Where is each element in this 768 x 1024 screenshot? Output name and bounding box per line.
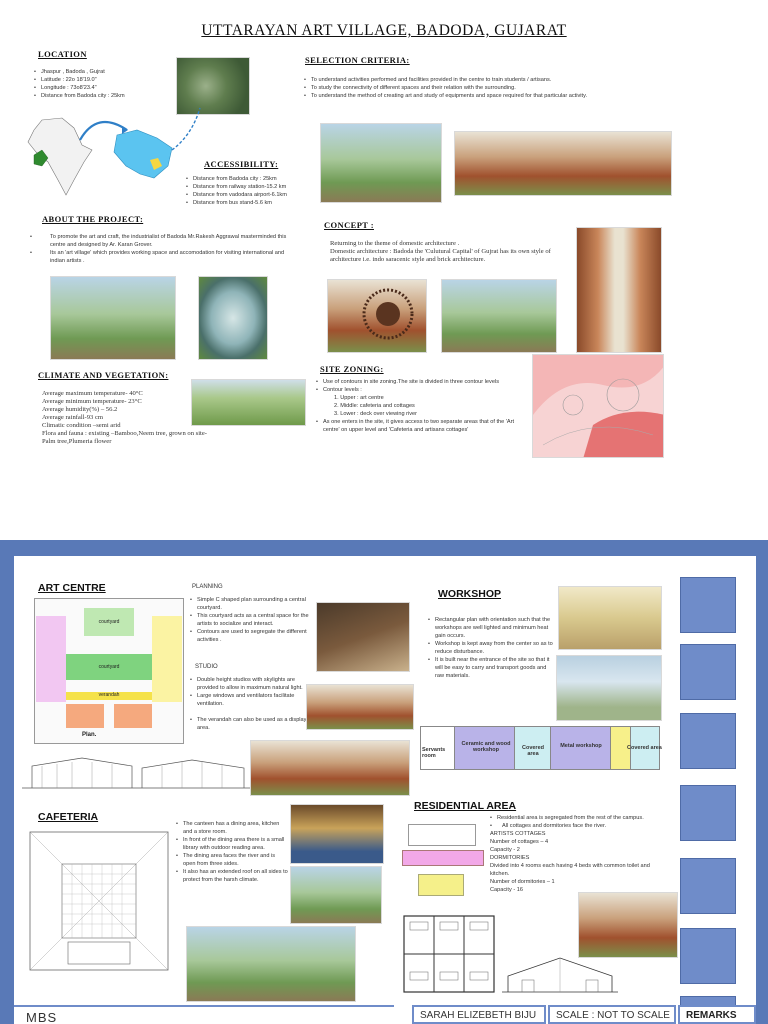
residential-line: DORMITORIES — [490, 855, 530, 861]
corridor-photo — [576, 227, 662, 353]
courtyard-photo — [454, 131, 672, 196]
india-gujarat-map — [22, 100, 212, 200]
entrance-photo — [320, 123, 442, 203]
campus-aerial-photo — [186, 926, 356, 1002]
sculpture-photo — [198, 276, 268, 360]
cottage-photo — [578, 892, 678, 958]
cafeteria-item: • The canteen has a dining area, kitchen and a store room. — [176, 820, 288, 836]
site-zoning-item: • Use of contours in site zoning.The site is divided in three contour levels — [316, 378, 516, 386]
workshop-plan-label: Covered area — [627, 745, 662, 751]
location-item: • Jhaspur , Badoda , Gujrat — [34, 68, 174, 76]
verandah-label: verandah — [66, 692, 152, 700]
about-list — [30, 233, 300, 265]
cottages-photo — [441, 279, 557, 353]
residential-line: Capacity - 16 — [490, 887, 523, 893]
residential-line: Divided into 4 rooms each having 4 beds with common toilet and kitchen. — [490, 863, 650, 877]
cottage-section — [502, 952, 618, 1000]
site-zoning-heading: SITE ZONING: — [320, 364, 384, 374]
studio-list — [190, 676, 314, 732]
selection-item: • To study the connectivity of different spaces and their relation with the surrounding. — [304, 84, 644, 92]
about-heading: ABOUT THE PROJECT: — [42, 214, 144, 224]
sidebar-panel — [680, 644, 736, 700]
workshop-plan-label: Ceramic and wood workshop — [461, 741, 511, 753]
plan-label: Plan. — [82, 732, 97, 738]
workshop-plan-label: Servants room — [422, 747, 446, 759]
concept-heading: CONCEPT : — [324, 220, 374, 230]
residential-line: Number of dormitories – 1 — [490, 879, 555, 885]
residential-bullet: • All cottages and dormitories face the river. — [490, 822, 666, 830]
brick-jali-photo — [327, 279, 427, 353]
about-item: • Its an 'art village' which provides working space and accomodation for visiting international and indian artists . — [30, 249, 300, 265]
footer-author: SARAH ELIZEBETH BIJU — [412, 1005, 546, 1024]
planning-item: • This courtyard acts as a central space for the artists to socialize and interact. — [190, 612, 314, 628]
accessibility-item: • Distance from bus stand-5.6 km — [186, 199, 326, 207]
footer-left-label: MBS — [26, 1010, 58, 1024]
workshop-plan-label: Covered area — [521, 745, 544, 757]
planning-label: PLANNING — [192, 584, 223, 590]
residential-line: ARTISTS COTTAGES — [490, 831, 546, 837]
residential-text — [490, 814, 666, 894]
site-zoning-item: • As one enters in the site, it gives access to two separate areas that of the 'Art centre' on upper level and 'Cafeteria and artisans cottages' — [316, 418, 516, 434]
location-item: • Longitude : 73o8'23.4" — [34, 84, 174, 92]
sidebar-panel — [680, 577, 736, 633]
selection-item: • To understand the method of creating art and study of equipments and space required for that particular activity. — [304, 92, 644, 100]
planning-list — [190, 596, 314, 644]
concept-item: Returning to the theme of domestic architecture . — [330, 240, 460, 247]
accessibility-item: • Distance from Badoda city : 25km — [186, 175, 326, 183]
accessibility-list — [186, 175, 326, 207]
residential-line: Capacity - 2 — [490, 847, 520, 853]
workshop-item: • Workshop is kept away from the center so as to reduce disturbance. — [428, 640, 556, 656]
workshop-item: • Rectangular plan with orientation such that the workshops are well lighted and minimum heat gain occurs. — [428, 616, 556, 640]
contour-level: 2. Middle: cafeteria and cottages — [334, 403, 415, 409]
about-item: • To promote the art and craft, the industrialist of Badoda Mr.Rakesh Aggrawal masterminded this centre and designed by Ar. Karan Grover. — [30, 233, 300, 249]
art-centre-plan — [34, 598, 184, 744]
climate-list — [36, 390, 216, 446]
climate-heading: CLIMATE AND VEGETATION: — [38, 370, 169, 380]
footer-remarks: REMARKS — [678, 1005, 756, 1024]
location-list — [34, 68, 174, 100]
concept-item: Domestic architecture : Badoda the 'Culutural Capital' of Gujrat has its own style of architecture i.e. indo saracenic style and brick architecture. — [330, 248, 551, 263]
site-zoning-list — [316, 378, 516, 434]
sidebar-panel — [680, 858, 736, 914]
village-photo — [50, 276, 176, 360]
workshop-hall-photo — [556, 655, 662, 721]
location-heading: LOCATION — [38, 49, 87, 59]
dormitory-plan — [400, 912, 498, 996]
cafeteria-interior-photo — [290, 804, 384, 864]
residential-bullet: • Residential area is segregated from the rest of the campus. — [490, 814, 666, 822]
planning-item: • Contours are used to segregate the different activities . — [190, 628, 314, 644]
climate-item: Average minimum temperature- 23°C — [42, 398, 142, 405]
art-centre-exterior-photo — [250, 740, 410, 796]
courtyard-label: courtyard — [84, 608, 134, 636]
accessibility-item: • Distance from vadodara airport-6.1km — [186, 191, 326, 199]
climate-item: Average rainfall-93 cm — [42, 414, 104, 421]
courtyard-label: courtyard — [66, 654, 152, 680]
climate-item: Average maximum temperature- 40°C — [42, 390, 143, 397]
workshop-list — [428, 616, 556, 680]
planning-item: • Simple C shaped plan surrounding a central courtyard. — [190, 596, 314, 612]
verandah-photo — [306, 684, 414, 730]
workshop-plan-label: Metal workshop — [560, 743, 602, 749]
sidebar-panel — [680, 928, 736, 984]
selection-list — [304, 76, 644, 100]
selection-item: • To understand activities performed and facilities provided in the centre to train students / artisans. — [304, 76, 644, 84]
site-zoning-item: • Contour levels : — [316, 386, 516, 394]
studio-photo — [316, 602, 410, 672]
workshop-interior-photo — [558, 586, 662, 650]
landscape-photo — [191, 379, 306, 426]
cafeteria-item: • The dining area faces the river and is open from three sides. — [176, 852, 288, 868]
site-zoning-map — [532, 354, 664, 458]
residential-plan — [398, 816, 486, 908]
sidebar-panel — [680, 713, 736, 769]
residential-line: Number of cottages – 4 — [490, 839, 549, 845]
workshop-heading: WORKSHOP — [438, 588, 501, 600]
cafeteria-item: • It also has an extended roof on all sides to protect from the harsh climate. — [176, 868, 288, 884]
art-centre-heading: ART CENTRE — [38, 582, 106, 594]
accessibility-item: • Distance from railway station-15.2 km — [186, 183, 326, 191]
climate-item: Average humidity(%) – 56.2 — [42, 406, 118, 413]
studio-label: STUDIO — [195, 664, 218, 670]
art-centre-section — [22, 752, 250, 794]
climate-item: Flora and fauna : existing –Bamboo,Neem tree, grown on site-Palm tree,Plumeria flower — [42, 430, 207, 445]
residential-heading: RESIDENTIAL AREA — [414, 800, 517, 812]
cafeteria-heading: CAFETERIA — [38, 811, 99, 823]
cafeteria-plan — [28, 830, 170, 972]
climate-item: Climatic condition –semi arid — [42, 422, 121, 429]
accessibility-heading: ACCESSIBILITY: — [204, 159, 279, 169]
contour-level: 1. Upper : art centre — [334, 395, 384, 401]
selection-heading: SELECTION CRITERIA: — [305, 55, 410, 65]
footer-scale: SCALE : NOT TO SCALE — [548, 1005, 676, 1024]
contour-level: 3. Lower : deck over viewing river — [334, 411, 418, 417]
location-item: • Latitude : 22o 18'19.0" — [34, 76, 174, 84]
concept-list — [322, 240, 570, 264]
workshop-plan — [420, 726, 660, 770]
poster-title: UTTARAYAN ART VILLAGE, BADODA, GUJARAT — [201, 22, 567, 39]
cafeteria-list — [176, 820, 288, 884]
sidebar-panel — [680, 785, 736, 841]
workshop-item: • It is built near the entrance of the site so that it will be easy to carry and transport goods and raw materials. — [428, 656, 556, 680]
footer-strip — [14, 1005, 394, 1024]
cafeteria-item: • In front of the dining area there is a small library with outdoor reading area. — [176, 836, 288, 852]
cafeteria-exterior-photo — [290, 866, 382, 924]
studio-item: • The verandah can also be used as a display area. — [190, 716, 314, 732]
studio-item: • Large windows and ventilators facilitate ventilation. — [190, 692, 314, 708]
studio-item: • Double height studios with skylights are provided to allow in maximum natural light. — [190, 676, 314, 692]
location-item: • Distance from Badoda city : 25km — [34, 92, 174, 100]
